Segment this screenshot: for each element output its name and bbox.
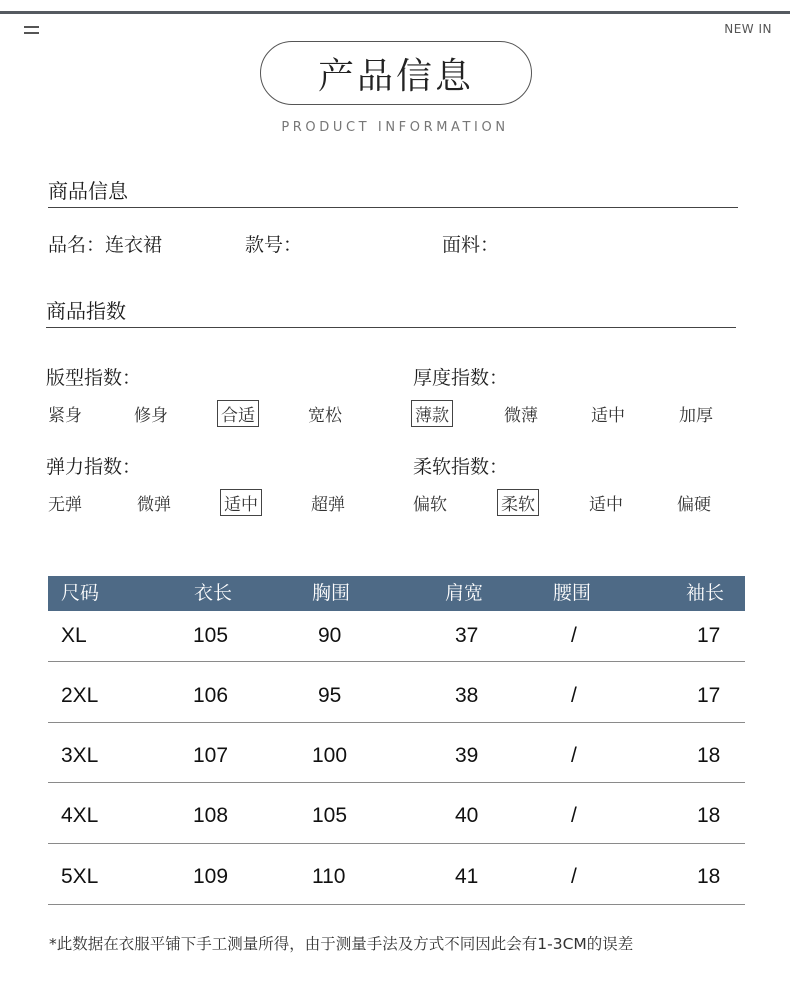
chest-cell: 90 [318,624,342,647]
softness-option: 偏硬 [677,495,711,515]
size-cell: XL [61,624,87,647]
size-table-header [48,576,745,611]
row-divider [48,843,745,844]
elasticity-index-label: 弹力指数： [46,456,142,478]
waist-cell: / [571,744,577,767]
sleeve-cell: 17 [697,684,721,707]
elasticity-option: 无弹 [48,495,82,515]
waist-cell: / [571,804,577,827]
shoulder-cell: 37 [455,624,479,647]
page-title-pill [260,41,532,105]
top-rule [0,11,790,14]
shoulder-cell: 38 [455,684,479,707]
softness-index-label: 柔软指数： [413,456,509,478]
waist-column-header: 腰围 [553,582,592,604]
product-name-value: 连衣裙 [105,234,163,256]
softness-option-selected: 柔软 [497,489,539,516]
row-divider [48,782,745,783]
fit-option: 宽松 [308,406,342,426]
shoulder-cell: 41 [455,865,479,888]
product-info-title: 商品信息 [48,179,128,203]
fit-index-label: 版型指数： [46,367,142,389]
elasticity-option: 微弹 [137,495,171,515]
sleeve-cell: 17 [697,624,721,647]
chest-cell: 105 [312,804,348,827]
size-cell: 4XL [61,804,99,827]
fit-option-selected: 合适 [217,400,259,427]
thickness-option: 适中 [591,406,625,426]
fit-option: 紧身 [48,406,82,426]
sleeve-column-header: 袖长 [686,582,725,604]
chest-cell: 110 [312,865,346,888]
shoulder-column-header: 肩宽 [445,582,484,604]
fabric-label: 面料： [442,234,500,256]
section-divider [46,327,736,328]
size-cell: 2XL [61,684,99,707]
thickness-index-label: 厚度指数： [413,367,509,389]
chest-cell: 95 [318,684,342,707]
length-column-header: 衣长 [194,582,233,604]
thickness-option: 加厚 [679,406,713,426]
shoulder-cell: 40 [455,804,479,827]
row-divider [48,661,745,662]
hamburger-icon[interactable] [24,26,39,36]
length-cell: 109 [193,865,229,888]
section-divider [48,207,738,208]
sleeve-cell: 18 [697,804,721,827]
sleeve-cell: 18 [697,744,721,767]
elasticity-option-selected: 适中 [220,489,262,516]
product-name-label: 品名： [48,234,106,256]
row-divider [48,904,745,905]
style-number-label: 款号： [245,234,303,256]
length-cell: 107 [193,744,229,767]
fit-option: 修身 [134,406,168,426]
row-divider [48,722,745,723]
elasticity-option: 超弹 [311,495,345,515]
waist-cell: / [571,684,577,707]
softness-option: 适中 [589,495,623,515]
length-cell: 108 [193,804,229,827]
length-cell: 106 [193,684,229,707]
page-title: 产品信息 [317,55,474,97]
style-number-field [245,230,302,257]
size-column-header: 尺码 [61,582,100,604]
page-subtitle: PRODUCT INFORMATION [281,120,509,135]
waist-cell: / [571,865,577,888]
softness-option: 偏软 [413,495,447,515]
new-in-label: NEW IN [724,22,772,36]
size-cell: 5XL [61,865,99,888]
shoulder-cell: 39 [455,744,479,767]
product-name-field [48,230,162,257]
chest-cell: 100 [312,744,348,767]
thickness-option: 微薄 [504,406,538,426]
measurement-note: *此数据在衣服平铺下手工测量所得，由于测量手法及方式不同因此会有1-3CM的误差 [49,935,634,953]
chest-column-header: 胸围 [312,582,351,604]
thickness-option-selected: 薄款 [411,400,453,427]
waist-cell: / [571,624,577,647]
length-cell: 105 [193,624,229,647]
sleeve-cell: 18 [697,865,721,888]
size-cell: 3XL [61,744,99,767]
product-index-title: 商品指数 [46,299,126,323]
fabric-field [442,230,499,257]
